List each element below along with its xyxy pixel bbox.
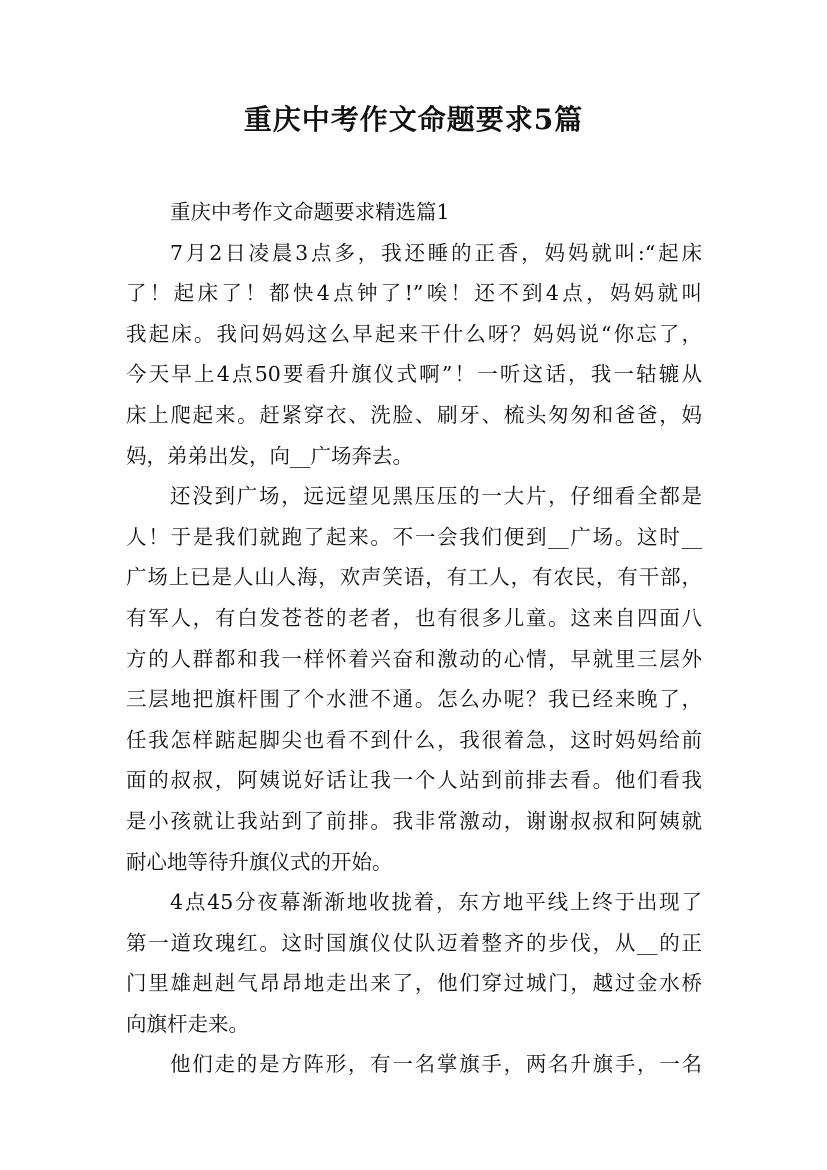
paragraph-line: 耐心地等待升旗仪式的开始。 (126, 849, 393, 874)
paragraph-line: 有军人，有白发苍苍的老者，也有很多儿童。这来自四面八 (126, 605, 702, 630)
paragraph-line: 我起床。我问妈妈这么早起来干什么呀？妈妈说“你忘了， (126, 321, 702, 346)
paragraph-line: 4点45分夜幕渐渐地收拢着，东方地平线上终于出现了 (170, 890, 702, 915)
paragraph-line: 了！起床了！都快4点钟了!”唉！还不到4点，妈妈就叫 (126, 281, 702, 306)
paragraph-line: 今天早上4点50要看升旗仪式啊”！一听这话，我一轱辘从 (126, 362, 702, 387)
document-body (126, 192, 702, 1085)
paragraph-line: 向旗杆走来。 (126, 1011, 249, 1036)
paragraph-line: 三层地把旗杆围了个水泄不通。怎么办呢？我已经来晚了， (126, 687, 702, 712)
document-title: 重庆中考作文命题要求5篇 (243, 103, 584, 136)
paragraph-line: 是小孩就让我站到了前排。我非常激动，谢谢叔叔和阿姨就 (126, 808, 702, 833)
paragraph-line: 面的叔叔，阿姨说好话让我一个人站到前排去看。他们看我 (126, 768, 702, 793)
paragraph-line: 他们走的是方阵形，有一名掌旗手，两名升旗手，一名 (170, 1052, 702, 1077)
paragraph-line: 方的人群都和我一样怀着兴奋和激动的心情，早就里三层外 (126, 646, 702, 671)
paragraph-line: 床上爬起来。赶紧穿衣、洗脸、刷牙、梳头匆匆和爸爸，妈 (126, 402, 702, 427)
paragraph-line: 妈，弟弟出发，向__广场奔去。 (126, 443, 413, 468)
paragraph-line: 还没到广场，远远望见黑压压的一大片，仔细看全都是 (170, 484, 702, 509)
paragraph-line: 7月2日凌晨3点多，我还睡的正香，妈妈就叫:“起床 (170, 240, 702, 265)
paragraph-line: 广场上已是人山人海，欢声笑语，有工人，有农民，有干部， (126, 565, 702, 590)
section-heading: 重庆中考作文命题要求精选篇1 (170, 200, 450, 224)
paragraph-line: 人！于是我们就跑了起来。不一会我们便到__广场。这时__ (126, 524, 702, 549)
paragraph-line: 任我怎样踮起脚尖也看不到什么，我很着急，这时妈妈给前 (126, 727, 702, 752)
paragraph-line: 门里雄赳赳气昂昂地走出来了，他们穿过城门，越过金水桥 (126, 971, 702, 996)
paragraph-line: 第一道玫瑰红。这时国旗仪仗队迈着整齐的步伐，从__的正 (126, 930, 702, 955)
